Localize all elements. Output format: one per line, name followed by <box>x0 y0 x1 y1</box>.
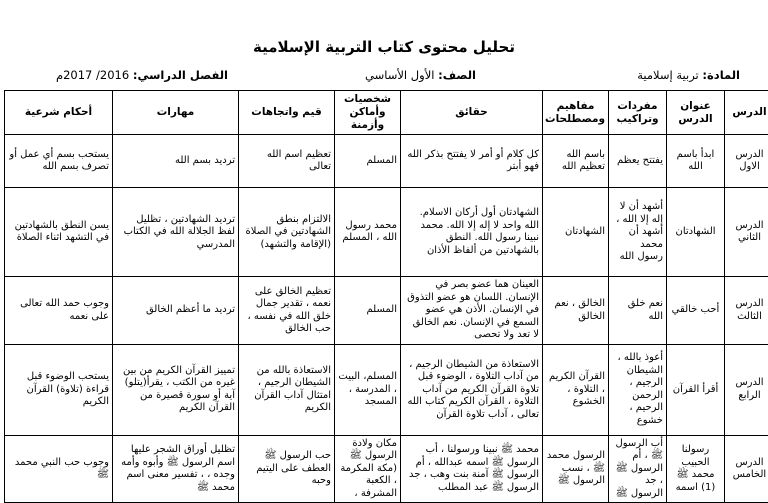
cell-people: مكان ولادة الرسول ﷺ (مكة المكرمة ، الكعبة المشرفة ، <box>335 435 401 503</box>
cell-skills: تظليل أوراق الشجر عليها اسم الرسول ﷺ وأبوه وأمه وجده ، ، تفسير معنى اسم محمد ﷺ <box>113 435 239 503</box>
cell-lesson: الدرس الرابع <box>725 344 768 435</box>
cell-facts: الاستعاذة من الشيطان الرجيم ، من آداب التلاوة ، الوضوء قبل تلاوة القرآن الكريم من آداب التلاوة ، القرآن الكريم كتاب الله تعالى ، آداب تلاوة القرآن <box>401 344 543 435</box>
cell-values: تعظيم الخالق على نعمه ، تقدير جمال خلق الله في نفسه ، حب الخالق <box>239 277 335 345</box>
cell-concepts: الخالق ، نعم الخالق <box>543 277 609 345</box>
cell-people: محمد رسول الله ، المسلم <box>335 188 401 277</box>
cell-concepts: الرسول محمد ﷺ ، نسب الرسول ﷺ <box>543 435 609 503</box>
meta-line <box>0 68 768 84</box>
cell-vocab: أعوذ بالله ، الشيطان الرجيم ، الرحمن الرحيم ، خشوع <box>609 344 667 435</box>
cell-values: حب الرسول ﷺ العطف على اليتيم وحبه <box>239 435 335 503</box>
cell-skills: ترديد بسم الله <box>113 135 239 188</box>
cell-rulings: يستحب الوضوء قبل قراءة (تلاوة) القرآن الكريم <box>5 344 113 435</box>
cell-title: الشهادتان <box>667 188 725 277</box>
header-lesson: الدرس <box>725 91 768 135</box>
cell-concepts: القرآن الكريم ، التلاوة ، الخشوع <box>543 344 609 435</box>
cell-title: ابدأ باسم الله <box>667 135 725 188</box>
cell-lesson: الدرس الخامس <box>725 435 768 503</box>
header-facts: حقائق <box>401 91 543 135</box>
grade-label: الصف: <box>438 68 476 82</box>
page-title: تحليل محتوى كتاب التربية الإسلامية <box>0 38 768 56</box>
cell-rulings: يسن النطق بالشهادتين في التشهد اثناء الصلاة <box>5 188 113 277</box>
cell-vocab: أشهد أن لا إله إلا الله ، أشهد أن محمد رسول الله <box>609 188 667 277</box>
table-row <box>5 435 768 503</box>
cell-rulings: وجوب حمد الله تعالى على نعمه <box>5 277 113 345</box>
cell-values: الالتزام بنطق الشهادتين في الصلاة (الإقامة والتشهد) <box>239 188 335 277</box>
header-concepts: مفاهيم ومصطلحات <box>543 91 609 135</box>
cell-values: الاستعاذة بالله من الشيطان الرجيم ، امتثال آداب القرآن الكريم <box>239 344 335 435</box>
cell-facts: الشهادتان أول أركان الاسلام. الله واحد لا إله إلا الله. محمد نبينا رسول الله. النطق بالشهادتين من ألفاظ الأذان <box>401 188 543 277</box>
term-label: الفصل الدراسي: <box>133 68 228 82</box>
table-row <box>5 344 768 435</box>
table-row <box>5 277 768 345</box>
header-people: شخصيات وأماكن وأزمنة <box>335 91 401 135</box>
cell-lesson: الدرس الثالث <box>725 277 768 345</box>
cell-title: رسولنا الحبيب محمد ﷺ (1) اسمه <box>667 435 725 503</box>
subject-field <box>637 68 740 82</box>
cell-vocab: أب الرسول ﷺ ، أم الرسول ﷺ ، جد الرسول ﷺ <box>609 435 667 503</box>
cell-lesson: الدرس الثاني <box>725 188 768 277</box>
content-analysis-table <box>4 90 768 503</box>
header-row <box>5 91 768 135</box>
header-values: قيم واتجاهات <box>239 91 335 135</box>
cell-facts: كل كلام أو أمر لا يفتتح بذكر الله فهو أبتر <box>401 135 543 188</box>
subject-value: تربية إسلامية <box>637 68 699 82</box>
cell-concepts: الشهادتان <box>543 188 609 277</box>
header-rulings: أحكام شرعية <box>5 91 113 135</box>
term-value: 2016/ 2017م <box>56 68 129 82</box>
cell-people: المسلم <box>335 277 401 345</box>
grade-field <box>365 68 476 82</box>
cell-lesson: الدرس الاول <box>725 135 768 188</box>
header-title: عنوان الدرس <box>667 91 725 135</box>
cell-skills: ترديد ما أعظم الخالق <box>113 277 239 345</box>
cell-title: أحب خالقي <box>667 277 725 345</box>
cell-rulings: وجوب حب النبي محمد ﷺ <box>5 435 113 503</box>
table-row <box>5 135 768 188</box>
header-vocab: مفردات وتراكيب <box>609 91 667 135</box>
table-row <box>5 188 768 277</box>
grade-value: الأول الأساسي <box>365 68 434 82</box>
cell-people: المسلم <box>335 135 401 188</box>
cell-title: أقرأ القرآن <box>667 344 725 435</box>
cell-vocab: نعم خلق الله <box>609 277 667 345</box>
header-skills: مهارات <box>113 91 239 135</box>
term-field <box>56 68 228 82</box>
cell-people: المسلم، البيت ، المدرسة ، المسجد <box>335 344 401 435</box>
subject-label: المادة: <box>702 68 740 82</box>
cell-vocab: يفتتح يعظم <box>609 135 667 188</box>
cell-concepts: باسم الله تعظيم الله <box>543 135 609 188</box>
cell-skills: تمييز القرآن الكريم من بين غيره من الكتب ، يقرأ(يتلو) آية أو سورة قصيرة من القرآن الكريم <box>113 344 239 435</box>
cell-facts: محمد ﷺ نبينا ورسولنا ، أب الرسول ﷺ اسمه عبدالله ، أم الرسول ﷺ آمنة بنت وهب ، جد الرسول ﷺ عبد المطلب <box>401 435 543 503</box>
cell-values: تعظيم اسم الله تعالى <box>239 135 335 188</box>
cell-skills: ترديد الشهادتين ، تظليل لفظ الجلالة الله في الكتاب المدرسي <box>113 188 239 277</box>
cell-facts: العينان هما عضو بصر في الإنسان. اللسان هو عضو التذوق في الإنسان. الأذن هي عضو السمع في الإنسان. نعم الخالق لا تعد ولا تحصى <box>401 277 543 345</box>
cell-rulings: يستحب بسم أي عمل أو تصرف بسم الله <box>5 135 113 188</box>
